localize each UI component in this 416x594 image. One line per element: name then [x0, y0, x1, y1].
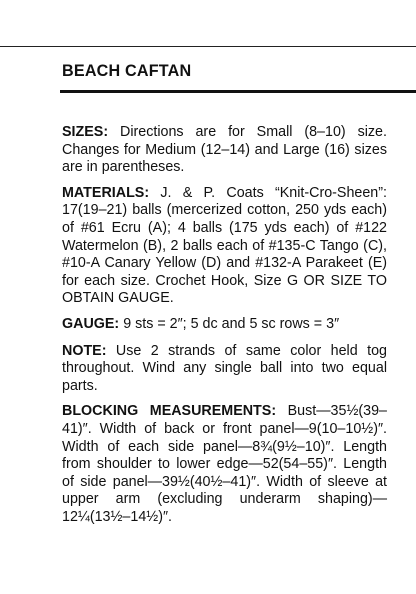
sizes-text: Directions are for Small (8–10) size. Changes for Medium (12–14) and Large (16) sizes are in parentheses. [62, 124, 387, 176]
blocking-paragraph [62, 403, 387, 526]
materials-paragraph [62, 185, 387, 308]
blocking-text: Bust—35½(39–41)″. Width of back or front panel—9(10–10½)″. Width of each side panel—8¾(9½–10)″. Length from shoulder to lower edge—52(54–55)″. Length of side panel—39½(40½–41)″. Width of sleeve at upper arm (excluding underarm shaping)—12¼(13½–14½)″. [62, 403, 387, 525]
gauge-label: GAUGE: [62, 315, 120, 332]
note-paragraph [62, 343, 387, 396]
materials-label: MATERIALS: [62, 184, 150, 201]
top-divider [0, 46, 416, 47]
pattern-title: BEACH CAFTAN [62, 61, 192, 80]
sizes-paragraph [62, 124, 387, 177]
materials-text: J. & P. Coats “Knit-Cro-Sheen”: 17(19–21) balls (mercerized cotton, 250 yds each) of #61 Ecru (A); 4 balls (175 yds each) of #122 Watermelon (B), 2 balls each of #135-C Tango (C), #10-A Canary Yellow (D) and #132-A Parakeet (E) for each size. Crochet Hook, Size G OR SIZE TO OBTAIN GAUGE. [62, 184, 387, 307]
gauge-text: 9 sts = 2″; 5 dc and 5 sc rows = 3″ [123, 315, 340, 332]
pattern-body [62, 124, 387, 534]
sizes-label: SIZES: [62, 124, 109, 140]
title-underline [60, 90, 416, 93]
note-label: NOTE: [62, 342, 107, 359]
note-text: Use 2 strands of same color held tog throughout. Wind any single ball into two equal parts. [62, 342, 387, 394]
blocking-label: BLOCKING MEASUREMENTS: [62, 403, 277, 420]
gauge-paragraph [62, 316, 387, 334]
